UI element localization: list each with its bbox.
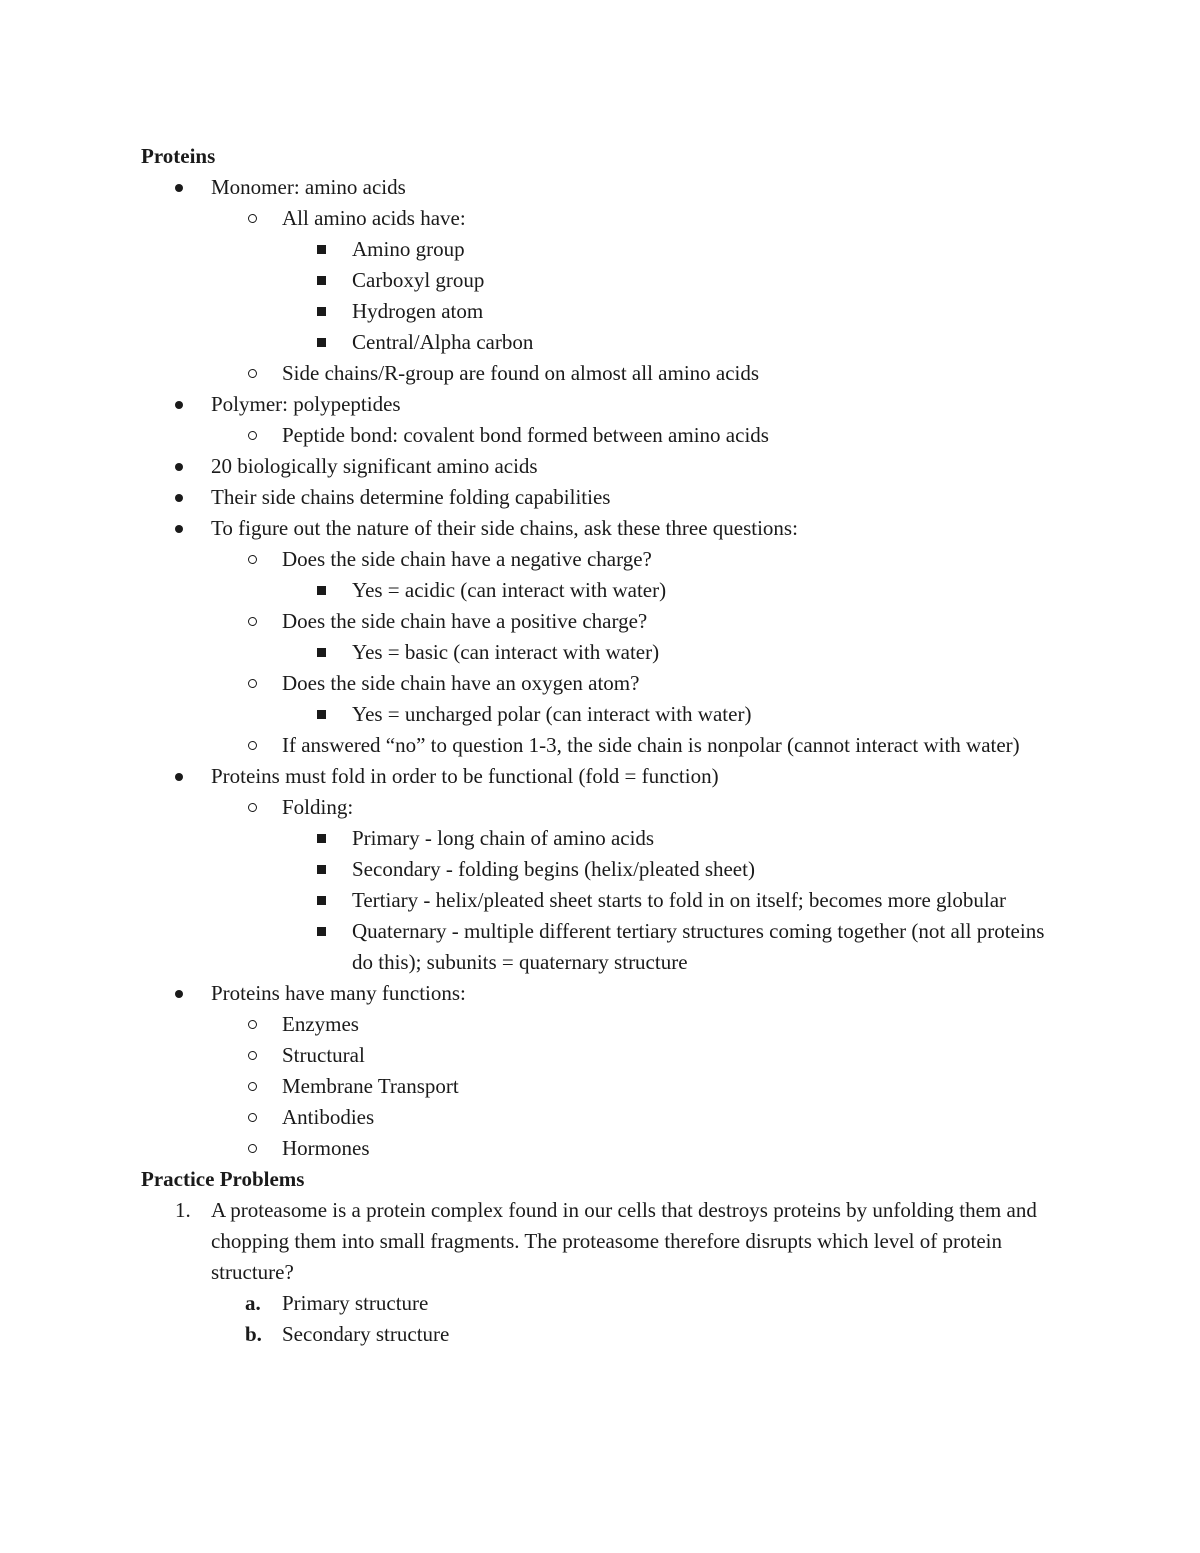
list-item-text: Primary - long chain of amino acids (352, 826, 655, 850)
list-item (141, 482, 1056, 513)
question-text: A proteasome is a protein complex found in our cells that destroys proteins by unfolding them and chopping them into small fragments. The proteasome therefore disrupts which level of protein structure? (211, 1198, 1037, 1284)
list-item-text: Folding: (282, 795, 354, 819)
question-item (141, 1195, 1056, 1288)
list-item (141, 916, 1056, 978)
square-bullet-icon (317, 865, 326, 874)
disc-bullet-icon (175, 525, 183, 533)
list-item (141, 544, 1056, 575)
square-bullet-icon (317, 927, 326, 936)
list-item (141, 1102, 1056, 1133)
list-item (141, 420, 1056, 451)
question-number: 1. (175, 1198, 191, 1222)
circle-bullet-icon (248, 431, 257, 440)
list-item-text: Does the side chain have a positive charge? (282, 609, 648, 633)
list-item-text: Antibodies (282, 1105, 375, 1129)
list-item-text: Membrane Transport (282, 1074, 459, 1098)
list-item-text: Tertiary - helix/pleated sheet starts to fold in on itself; becomes more globular (352, 888, 1007, 912)
list-item-text: Polymer: polypeptides (211, 392, 401, 416)
circle-bullet-icon (248, 803, 257, 812)
answer-option (141, 1288, 1056, 1319)
square-bullet-icon (317, 648, 326, 657)
list-item-text: Does the side chain have a negative charge? (282, 547, 652, 571)
list-item-text: Yes = uncharged polar (can interact with water) (352, 702, 752, 726)
circle-bullet-icon (248, 1144, 257, 1153)
square-bullet-icon (317, 307, 326, 316)
list-item-text: Does the side chain have an oxygen atom? (282, 671, 640, 695)
circle-bullet-icon (248, 1113, 257, 1122)
circle-bullet-icon (248, 1051, 257, 1060)
list-item-text: All amino acids have: (282, 206, 466, 230)
square-bullet-icon (317, 338, 326, 347)
list-item (141, 730, 1056, 761)
square-bullet-icon (317, 245, 326, 254)
list-item (141, 172, 1056, 203)
list-item (141, 513, 1056, 544)
option-letter: b. (245, 1322, 262, 1346)
list-item (141, 203, 1056, 234)
circle-bullet-icon (248, 741, 257, 750)
list-item (141, 451, 1056, 482)
circle-bullet-icon (248, 369, 257, 378)
list-item (141, 327, 1056, 358)
list-item (141, 234, 1056, 265)
option-text: Secondary structure (282, 1322, 450, 1346)
list-item-text: Hormones (282, 1136, 370, 1160)
disc-bullet-icon (175, 990, 183, 998)
answer-option (141, 1319, 1056, 1350)
list-item-text: If answered “no” to question 1-3, the side chain is nonpolar (cannot interact with water) (282, 733, 1020, 757)
list-item (141, 854, 1056, 885)
disc-bullet-icon (175, 494, 183, 502)
list-item (141, 296, 1056, 327)
list-item (141, 885, 1056, 916)
list-item-text: Proteins must fold in order to be functional (fold = function) (211, 764, 719, 788)
practice-problems-list (141, 1195, 1056, 1350)
square-bullet-icon (317, 896, 326, 905)
square-bullet-icon (317, 586, 326, 595)
list-item (141, 1009, 1056, 1040)
list-item-text: Side chains/R-group are found on almost all amino acids (282, 361, 760, 385)
circle-bullet-icon (248, 214, 257, 223)
list-item-text: Central/Alpha carbon (352, 330, 534, 354)
list-item (141, 792, 1056, 823)
square-bullet-icon (317, 834, 326, 843)
list-item-text: Yes = basic (can interact with water) (352, 640, 660, 664)
circle-bullet-icon (248, 617, 257, 626)
list-item-text: Amino group (352, 237, 465, 261)
square-bullet-icon (317, 710, 326, 719)
list-item-text: Proteins have many functions: (211, 981, 466, 1005)
list-item-text: Their side chains determine folding capabilities (211, 485, 611, 509)
section-heading-practice-problems: Practice Problems (141, 1167, 305, 1191)
list-item-text: 20 biologically significant amino acids (211, 454, 538, 478)
list-item (141, 823, 1056, 854)
list-item (141, 265, 1056, 296)
square-bullet-icon (317, 276, 326, 285)
list-item-text: To figure out the nature of their side chains, ask these three questions: (211, 516, 798, 540)
disc-bullet-icon (175, 773, 183, 781)
disc-bullet-icon (175, 401, 183, 409)
disc-bullet-icon (175, 184, 183, 192)
list-item-text: Peptide bond: covalent bond formed between amino acids (282, 423, 769, 447)
list-item (141, 699, 1056, 730)
list-item (141, 637, 1056, 668)
section-heading-proteins: Proteins (141, 144, 216, 168)
list-item (141, 358, 1056, 389)
disc-bullet-icon (175, 463, 183, 471)
list-item-text: Enzymes (282, 1012, 359, 1036)
option-letter: a. (245, 1291, 261, 1315)
list-item (141, 1071, 1056, 1102)
list-item-text: Structural (282, 1043, 365, 1067)
circle-bullet-icon (248, 679, 257, 688)
list-item (141, 761, 1056, 792)
list-item (141, 575, 1056, 606)
list-item-text: Carboxyl group (352, 268, 485, 292)
list-item (141, 978, 1056, 1009)
list-item-text: Quaternary - multiple different tertiary structures coming together (not all proteins do this); subunits = quaternary structure (352, 919, 1045, 974)
list-item-text: Hydrogen atom (352, 299, 484, 323)
circle-bullet-icon (248, 555, 257, 564)
list-item (141, 1040, 1056, 1071)
list-item-text: Monomer: amino acids (211, 175, 406, 199)
list-item (141, 1133, 1056, 1164)
circle-bullet-icon (248, 1082, 257, 1091)
proteins-outline-list (141, 172, 1056, 1164)
list-item (141, 389, 1056, 420)
circle-bullet-icon (248, 1020, 257, 1029)
document-content (141, 141, 1056, 1350)
list-item-text: Yes = acidic (can interact with water) (352, 578, 667, 602)
list-item (141, 668, 1056, 699)
list-item (141, 606, 1056, 637)
list-item-text: Secondary - folding begins (helix/pleated sheet) (352, 857, 755, 881)
option-text: Primary structure (282, 1291, 429, 1315)
